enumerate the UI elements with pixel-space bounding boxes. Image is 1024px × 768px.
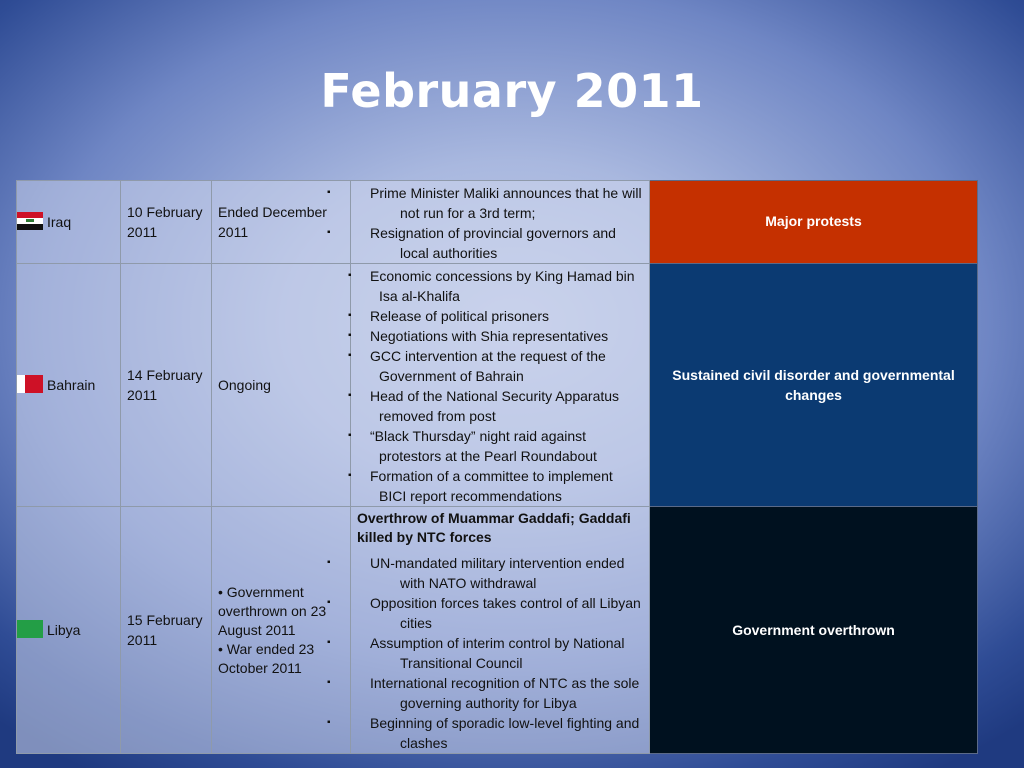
start-date-cell: 10 February 2011 — [121, 181, 212, 264]
status-cell: Ended December 2011 — [212, 181, 351, 264]
libya-flag-icon — [17, 620, 43, 638]
events-cell — [351, 181, 650, 264]
start-date-cell: 14 February 2011 — [121, 264, 212, 507]
list-item: ▪ Beginning of sporadic low-level fighting and clashes — [357, 713, 643, 753]
iraq-flag-icon — [17, 212, 43, 230]
country-cell — [17, 181, 121, 264]
events-headline: Overthrow of Muammar Gaddafi; Gaddafi killed by NTC forces — [357, 510, 631, 545]
status-cell: Ongoing — [212, 264, 351, 507]
outcome-cell: Government overthrown — [650, 507, 978, 754]
country-cell — [17, 264, 121, 507]
list-item: ▪ Resignation of provincial governors and local authorities — [357, 223, 643, 263]
list-item: ▪ UN-mandated military intervention ended with NATO withdrawal — [357, 553, 643, 593]
list-item: ▪ Formation of a committee to implement BICI report recommendations — [357, 466, 643, 506]
list-item: ▪ Economic concessions by King Hamad bin Isa al-Khalifa — [357, 266, 643, 306]
list-item: ▪ “Black Thursday” night raid against protestors at the Pearl Roundabout — [357, 426, 643, 466]
list-item: ▪ Negotiations with Shia representatives — [357, 326, 643, 346]
list-item: ▪ Head of the National Security Apparatus removed from post — [357, 386, 643, 426]
table-row-bahrain — [17, 264, 978, 507]
status-line: • Government overthrown on 23 August 2011 — [218, 583, 327, 638]
protests-table — [16, 180, 978, 754]
slide-title: February 2011 — [320, 64, 704, 118]
events-cell — [351, 264, 650, 507]
list-item: ▪ Release of political prisoners — [357, 306, 643, 326]
country-cell — [17, 507, 121, 754]
status-line: • War ended 23 October 2011 — [218, 640, 315, 676]
table-row-iraq — [17, 181, 978, 264]
list-item: ▪ Prime Minister Maliki announces that he will not run for a 3rd term; — [357, 183, 643, 223]
bahrain-flag-icon — [17, 375, 43, 393]
events-cell — [351, 507, 650, 754]
country-name: Iraq — [47, 214, 72, 230]
outcome-cell: Major protests — [650, 181, 978, 264]
list-item: ▪ Opposition forces takes control of all Libyan cities — [357, 593, 643, 633]
list-item: ▪ Assumption of interim control by National Transitional Council — [357, 633, 643, 673]
list-item: ▪ GCC intervention at the request of the Government of Bahrain — [357, 346, 643, 386]
start-date-cell: 15 February 2011 — [121, 507, 212, 754]
country-name: Bahrain — [47, 377, 96, 393]
table-row-libya — [17, 507, 978, 754]
list-item: ▪ International recognition of NTC as the sole governing authority for Libya — [357, 673, 643, 713]
outcome-cell: Sustained civil disorder and governmental changes — [650, 264, 978, 507]
country-name: Libya — [47, 622, 81, 638]
